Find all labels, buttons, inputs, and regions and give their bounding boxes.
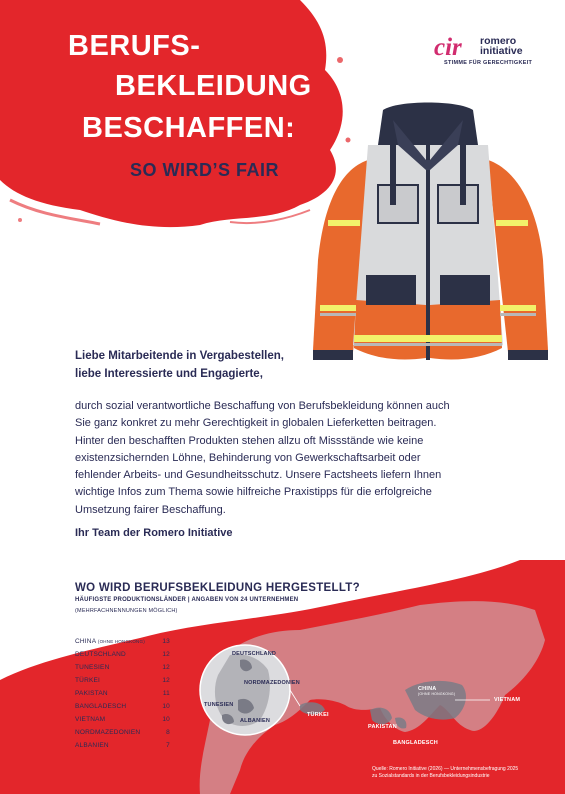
country-value: 13	[162, 638, 170, 645]
body-line: existenzsichernden Löhne, Behinderung von Gewerkschaftsarbeit oder	[75, 451, 421, 464]
country-value: 12	[162, 651, 170, 658]
country-name: CHINA	[75, 638, 96, 645]
map-label-vietnam: VIETNAM	[494, 697, 521, 703]
country-name: ALBANIEN	[75, 742, 109, 749]
map-label-deutschland: DEUTSCHLAND	[232, 651, 277, 657]
logo-tagline: STIMME FÜR GERECHTIGKEIT	[444, 60, 533, 66]
body-line: Hinter den beschafften Produkten stehen allzu oft Missstände wie keine	[75, 434, 424, 447]
map-note: (MEHRFACHNENNUNGEN MÖGLICH)	[75, 608, 178, 614]
cir-logo-mark: cir	[434, 34, 462, 61]
map-label-nordmazedonien: NORDMAZEDONIEN	[244, 680, 300, 686]
country-row	[75, 740, 170, 753]
source-note	[372, 766, 562, 780]
map-subtitle: HÄUFIGSTE PRODUKTIONSLÄNDER | ANGABEN VON 24 UNTERNEHMEN	[75, 597, 299, 603]
title-line-3: BESCHAFFEN:	[82, 112, 296, 144]
country-row	[75, 714, 170, 727]
map-label-china-name: CHINA	[418, 686, 437, 692]
source-line-2: zu Sozialstandards in der Berufsbekleidungsindustrie	[372, 773, 490, 779]
body-line: fehlender Arbeits- und Gesundheitsschutz. Unsere Factsheets liefern Ihnen	[75, 469, 442, 482]
title-line-2: BEKLEIDUNG	[115, 70, 312, 102]
country-list	[75, 636, 170, 753]
body-line: Umsetzung fairer Beschaffung.	[75, 503, 226, 516]
logo-name	[480, 36, 523, 56]
country-value: 12	[162, 664, 170, 671]
country-name: NORDMAZEDONIEN	[75, 729, 141, 736]
country-value: 8	[166, 729, 170, 736]
country-name: BANGLADESCH	[75, 703, 127, 710]
map-label-china	[418, 686, 455, 696]
source-line-1: Quelle: Romero Initiative (2026) — Unternehmensbefragung 2025	[372, 766, 519, 772]
country-row	[75, 636, 170, 649]
intro-body	[75, 398, 495, 519]
country-name: PAKISTAN	[75, 690, 108, 697]
greeting-line-2: liebe Interessierte und Engagierte,	[75, 368, 263, 380]
map-label-tunesien: TUNESIEN	[204, 702, 234, 708]
signoff: Ihr Team der Romero Initiative	[75, 527, 233, 539]
country-row	[75, 688, 170, 701]
body-line: wichtige Infos zum Thema sowie hilfreiche Praxistipps für die erfolgreiche	[75, 486, 432, 499]
country-value: 10	[162, 703, 170, 710]
logo-name-line2: initiative	[480, 45, 523, 57]
country-value: 11	[162, 690, 170, 697]
country-row	[75, 649, 170, 662]
map-label-china-note: (OHNE HONGKONG)	[418, 692, 456, 696]
country-name: TUNESIEN	[75, 664, 110, 671]
map-label-tuerkei: TÜRKEI	[307, 712, 329, 718]
body-line: durch sozial verantwortliche Beschaffung von Berufsbekleidung können auch	[75, 400, 450, 412]
work-jacket-image	[298, 100, 558, 385]
logo-name-line1: romero	[480, 35, 517, 47]
country-value: 7	[166, 742, 170, 749]
subtitle: SO WIRD’S FAIR	[130, 160, 280, 180]
body-line: Sie ganz konkret zu mehr Gerechtigkeit in globalen Lieferketten beitragen.	[75, 417, 437, 430]
country-name: TÜRKEI	[75, 677, 101, 684]
map-label-albanien: ALBANIEN	[240, 718, 271, 724]
country-value: 10	[162, 716, 170, 723]
country-note: (OHNE HONGKONG)	[97, 639, 145, 644]
greeting-line-1: Liebe Mitarbeitende in Vergabestellen,	[75, 350, 284, 362]
country-value: 12	[162, 677, 170, 684]
map-label-bangladesch: BANGLADESCH	[393, 740, 438, 746]
country-row	[75, 662, 170, 675]
map-title: WO WIRD BERUFSBEKLEIDUNG HERGESTELLT?	[75, 582, 360, 594]
country-name: VIETNAM	[75, 716, 106, 723]
greeting	[75, 347, 375, 383]
country-name: DEUTSCHLAND	[75, 651, 126, 658]
country-row	[75, 701, 170, 714]
romero-initiative-logo	[434, 32, 544, 72]
country-row	[75, 727, 170, 740]
title-line-1: BERUFS-	[68, 30, 201, 62]
country-row	[75, 675, 170, 688]
map-label-pakistan: PAKISTAN	[368, 724, 397, 730]
